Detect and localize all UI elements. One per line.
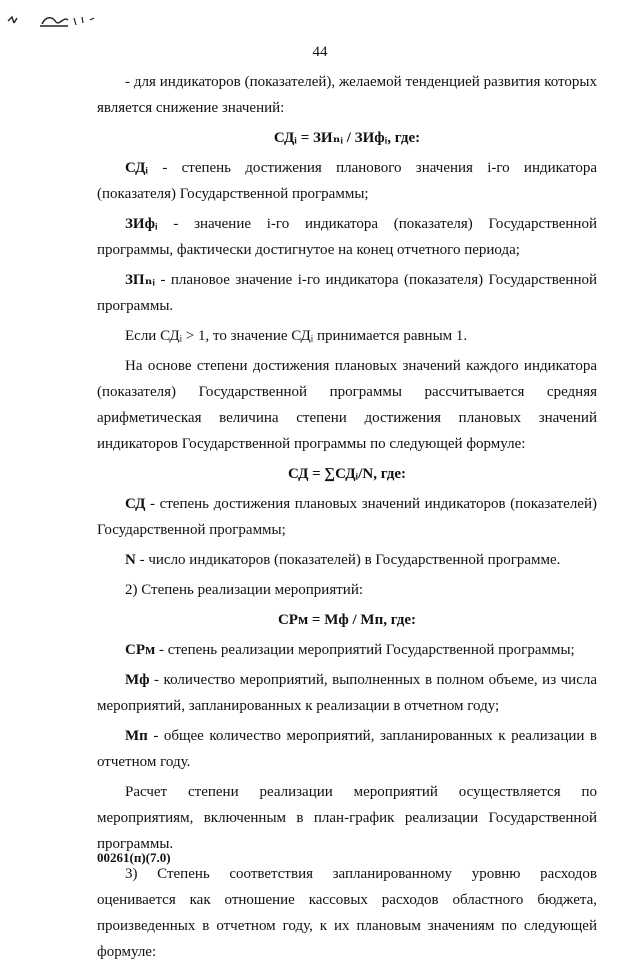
definition-term: ЗИфᵢ (125, 216, 158, 232)
paragraph-limit: Если СДᵢ > 1, то значение СДᵢ принимается равным 1. (125, 328, 468, 344)
definition-zp-n (97, 267, 597, 319)
paragraph-measures: 2) Степень реализации мероприятий: (125, 582, 364, 598)
definition-term: Мф (125, 672, 150, 688)
document-code: 00261(п)(7.0) (97, 850, 171, 865)
definition-sd (97, 491, 597, 543)
definition-sd-i (97, 155, 597, 207)
definition-term: N (125, 552, 136, 568)
definition-text: - число индикаторов (показателей) в Государственной программе. (135, 552, 561, 568)
handwritten-signature (6, 12, 102, 30)
paragraph-calculation: Расчет степени реализации мероприятий осуществляется по мероприятиям, включенным в план-график реализации Государственной программы. (97, 784, 597, 852)
definition-text: - плановое значение i-го индикатора (показателя) Государственной программы. (97, 272, 597, 314)
formula-sd-i: СДᵢ = ЗИₙᵢ / ЗИфᵢ, где: (273, 130, 421, 146)
definition-term: СД (125, 496, 146, 512)
definition-n (97, 547, 597, 573)
paragraph-average: На основе степени достижения плановых значений каждого индикатора (показателя) Государственной программы рассчитывается средняя арифметическая величина степени достижения плановых значений индикаторов Государственной программы по следующей формуле: (97, 358, 597, 452)
definition-sr (97, 637, 597, 663)
formula-sd: СД = ∑СДᵢ/N, где: (287, 466, 406, 482)
definition-zi-f (97, 211, 597, 263)
paragraph-intro: - для индикаторов (показателей), желаемой тенденцией развития которых является снижение значений: (97, 74, 597, 116)
formula-sr: СРм = Мф / Мп, где: (277, 612, 417, 628)
definition-term: СДᵢ (125, 160, 149, 176)
paragraph-expenses: 3) Степень соответствия запланированному уровню расходов оценивается как отношение кассовых расходов областного бюджета, произведенных в отчетном году, к их плановым значениям по следующей формуле: (97, 866, 597, 960)
definition-text: - степень достижения плановых значений индикаторов (показателей) Государственной программы; (97, 496, 597, 538)
definition-text: - степень реализации мероприятий Государственной программы; (155, 642, 575, 658)
definition-text: - общее количество мероприятий, запланированных к реализации в отчетном году. (97, 728, 597, 770)
definition-text: - степень достижения планового значения i-го индикатора (показателя) Государственной программы; (97, 160, 597, 202)
definition-text: - количество мероприятий, выполненных в полном объеме, из числа мероприятий, запланированных к реализации в отчетном году; (97, 672, 597, 714)
document-body (97, 69, 597, 969)
page-number: 44 (312, 44, 328, 60)
definition-text: - значение i-го индикатора (показателя) Государственной программы, фактически достигнутое на конец отчетного периода; (97, 216, 597, 258)
definition-m-p (97, 723, 597, 775)
definition-term: Мп (125, 728, 148, 744)
definition-m-f (97, 667, 597, 719)
definition-term: ЗПₙᵢ (125, 272, 156, 288)
definition-term: СРм (125, 642, 156, 658)
